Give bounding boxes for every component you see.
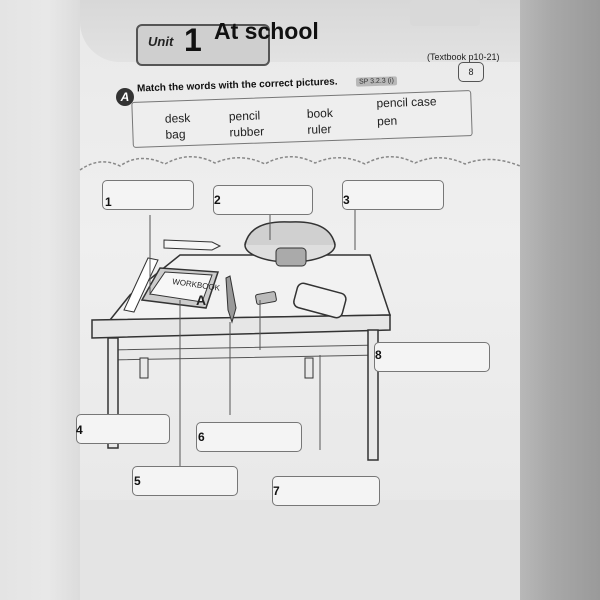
page-title: At school (214, 18, 319, 44)
word-bank-item: book (306, 105, 334, 121)
photo-background-right (520, 0, 600, 600)
word-bank-item: pencil (228, 108, 261, 124)
page-number: 8 (458, 62, 484, 82)
label-number: 1 (105, 195, 112, 209)
answer-box-8[interactable] (374, 342, 490, 372)
workbook-cover-letter: A (196, 292, 207, 308)
unit-label: Unit (148, 34, 174, 49)
word-bank-item: pen (376, 113, 398, 129)
answer-box-7[interactable] (272, 476, 380, 506)
word-bank-item: ruler (307, 121, 332, 137)
label-number: 5 (134, 474, 141, 488)
label-number: 2 (214, 193, 221, 207)
answer-box-3[interactable] (342, 180, 444, 210)
section-letter: A (116, 88, 134, 106)
textbook-reference: (Textbook p10-21) (427, 52, 500, 62)
label-number: 3 (343, 193, 350, 207)
label-number: 4 (76, 423, 83, 437)
unit-number: 1 (184, 22, 202, 58)
photo-background-left (0, 0, 80, 600)
answer-box-4[interactable] (76, 414, 170, 444)
curriculum-code: SP 3.2.3 (i) (356, 76, 397, 86)
word-bank-item: pencil case (376, 94, 437, 111)
label-number: 8 (375, 348, 382, 362)
answer-box-1[interactable] (102, 180, 194, 210)
word-bank-item: desk (164, 110, 191, 126)
workbook-cover-text: WORKBOOK (171, 277, 221, 293)
word-bank-item: bag (165, 127, 186, 142)
label-number: 6 (198, 430, 205, 444)
answer-box-6[interactable] (196, 422, 302, 452)
word-bank (131, 90, 472, 148)
label-number: 7 (273, 484, 280, 498)
word-bank-item: rubber (229, 124, 265, 140)
answer-box-5[interactable] (132, 466, 238, 496)
answer-box-2[interactable] (213, 185, 313, 215)
instruction-text: Match the words with the correct pictures. (136, 76, 338, 95)
header-decoration (410, 0, 480, 26)
worksheet-page (76, 0, 520, 600)
